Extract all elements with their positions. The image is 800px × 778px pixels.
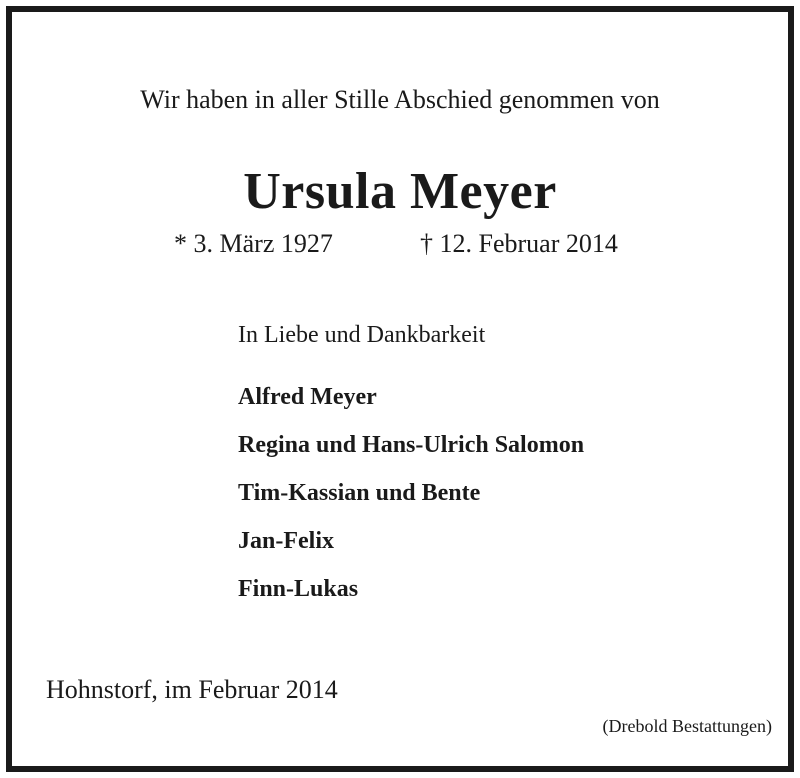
mourner-item: Tim-Kassian und Bente [238, 480, 481, 506]
death-date: † 12. Februar 2014 [420, 229, 618, 258]
obituary-notice [6, 6, 794, 772]
deceased-name: Ursula Meyer [243, 163, 557, 220]
birth-date: * 3. März 1927 [174, 229, 333, 258]
dedication-text: In Liebe und Dankbarkeit [238, 322, 486, 348]
place-and-date: Hohnstorf, im Februar 2014 [46, 675, 338, 704]
mourner-item: Alfred Meyer [238, 384, 377, 410]
intro-text: Wir haben in aller Stille Abschied genommen von [140, 85, 660, 114]
mourner-item: Regina und Hans-Ulrich Salomon [238, 432, 585, 458]
mourners-list [238, 382, 584, 622]
undertaker-credit: (Drebold Bestattungen) [602, 716, 772, 736]
mourner-item: Finn-Lukas [238, 576, 359, 602]
mourner-item: Jan-Felix [238, 528, 334, 554]
